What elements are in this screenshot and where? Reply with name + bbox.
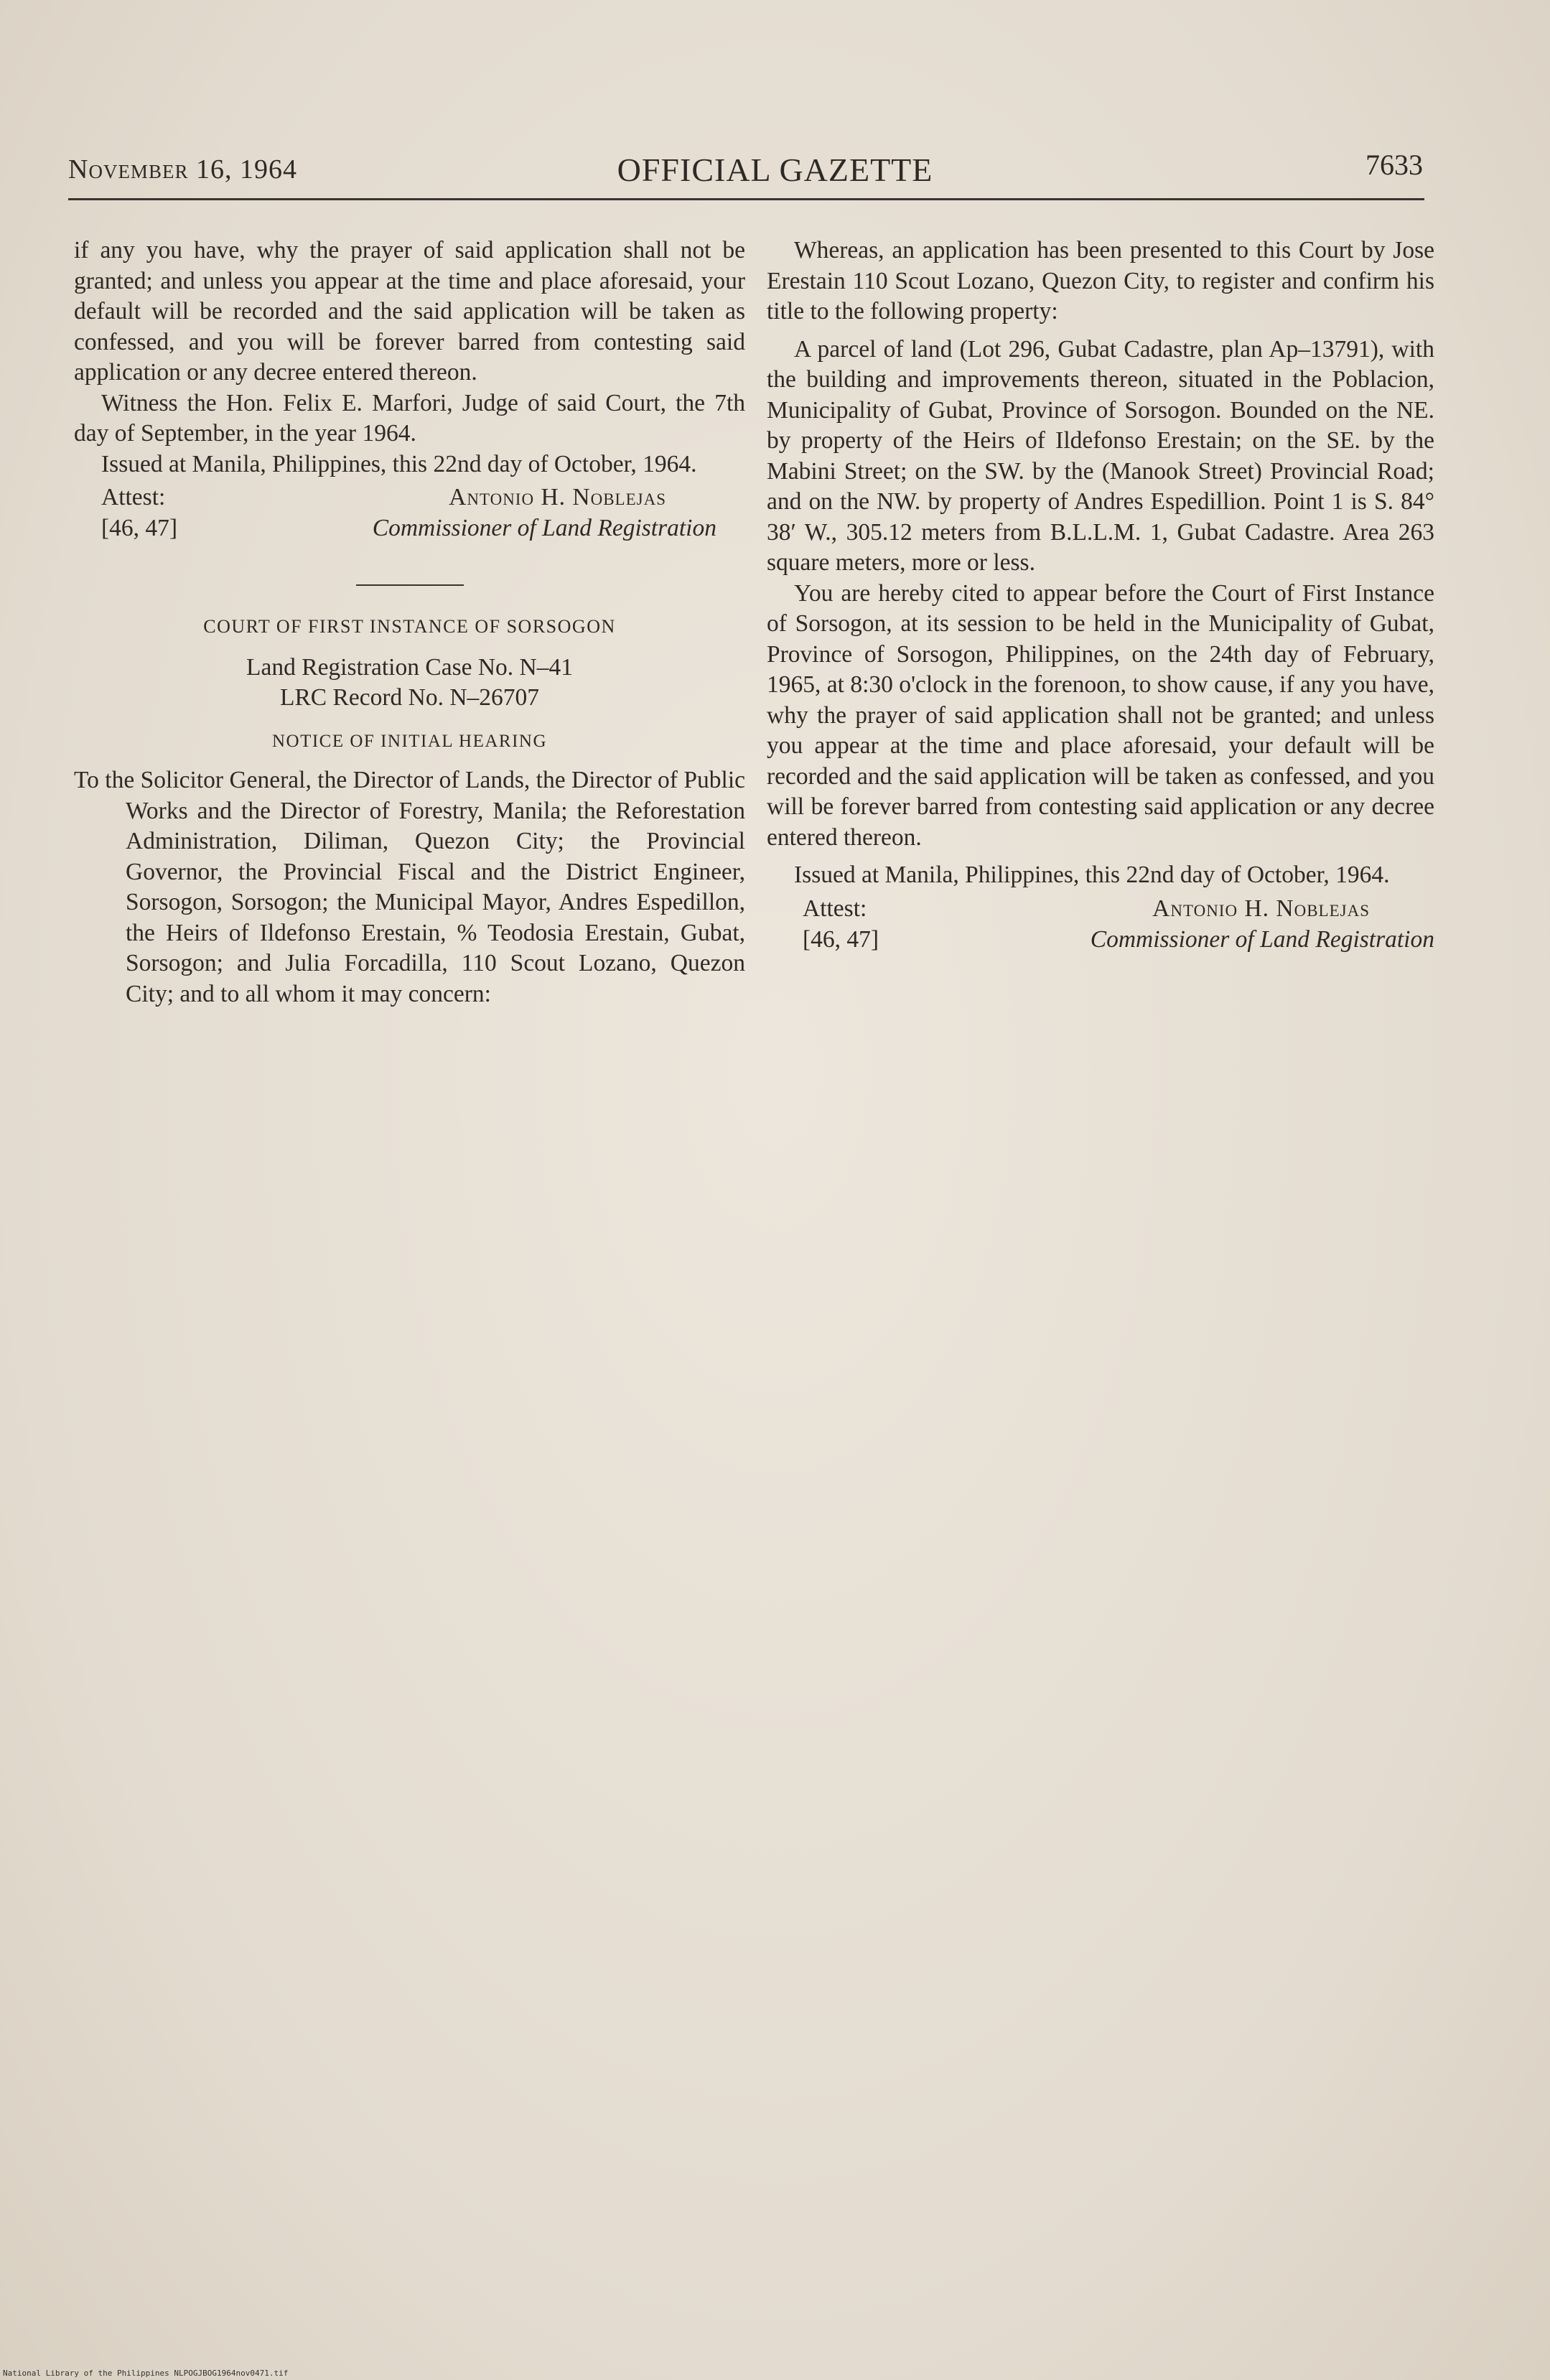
header-title: OFFICIAL GAZETTE bbox=[617, 151, 933, 188]
record-number: LRC Record No. N–26707 bbox=[279, 684, 540, 711]
header-rule bbox=[68, 198, 1424, 200]
court-heading: COURT OF FIRST INSTANCE OF SORSOGON bbox=[203, 616, 616, 637]
section-divider bbox=[356, 584, 464, 586]
left-paragraph-1: if any you have, why the prayer of said application shall not be granted; and unless you appear at the time and place aforesaid, your default will be recorded and the said application will be taken as confessed, and you will be forever barred from contesting said application or any decree entered thereon. bbox=[74, 237, 745, 386]
addressees-paragraph: To the Solicitor General, the Director of Lands, the Director of Public Works and the Director of Forestry, Manila; the Reforestation Administration, Diliman, Quezon City; the Provincial Governor, the Provincial Fiscal and the District Engineer, Sorsogon, Sorsogon; the Municipal Mayor, Andres Espedillon, the Heirs of Ildefonso Erestain, % Teodosia Erestain, Gubat, Sorsogon; and Julia Forcadilla, 110 Scout Lozano, Quezon City; and to all whom it may concern: bbox=[74, 767, 745, 1007]
left-attest-block bbox=[74, 482, 745, 544]
right-paragraph-issued: Issued at Manila, Philippines, this 22nd day of October, 1964. bbox=[794, 862, 1390, 888]
scan-footer-note: National Library of the Philippines NLPOGJBOG1964nov0471.tif bbox=[3, 2369, 289, 2378]
attest-reference: [46, 47] bbox=[101, 515, 178, 541]
attest-signatory-title: Commissioner of Land Registration bbox=[1090, 925, 1434, 953]
attest-label: Attest: bbox=[101, 484, 166, 510]
attest-signatory-name: Antonio H. Noblejas bbox=[1152, 895, 1370, 922]
notice-heading: NOTICE OF INITIAL HEARING bbox=[271, 731, 548, 751]
attest-reference: [46, 47] bbox=[803, 925, 879, 953]
right-attest-block bbox=[767, 894, 1434, 956]
header-date: November 16, 1964 bbox=[68, 154, 297, 185]
right-paragraph-parcel: A parcel of land (Lot 296, Gubat Cadastre, plan Ap–13791), with the building and improvements thereon, situated in the Poblacion, Municipality of Gubat, Province of Sorsogon. Bounded on the NE. by property of the Heirs of Ildefonso Erestain; on the SE. by the Mabini Street; on the SW. by the (Manook Street) Provincial Road; and on the NW. by property of Andres Espedillion. Point 1 is S. 84° 38′ W., 305.12 meters from B.L.L.M. 1, Gubat Cadastre. Area 263 square meters, more or less. bbox=[767, 335, 1434, 576]
attest-label: Attest: bbox=[803, 895, 867, 922]
page-number: 7633 bbox=[1365, 149, 1423, 181]
attest-signatory-name: Antonio H. Noblejas bbox=[449, 484, 666, 510]
right-paragraph-whereas: Whereas, an application has been presented to this Court by Jose Erestain 110 Scout Lozano, Quezon City, to register and confirm his title to the following property: bbox=[767, 237, 1434, 325]
attest-signatory-title: Commissioner of Land Registration bbox=[372, 515, 716, 541]
left-paragraph-witness: Witness the Hon. Felix E. Marfori, Judge of said Court, the 7th day of September, in the year 1964. bbox=[74, 389, 745, 447]
right-column bbox=[767, 235, 1434, 956]
left-column bbox=[74, 235, 745, 1009]
left-paragraph-issued: Issued at Manila, Philippines, this 22nd day of October, 1964. bbox=[101, 450, 697, 477]
case-number: Land Registration Case No. N–41 bbox=[246, 653, 573, 681]
right-paragraph-citation: You are hereby cited to appear before the Court of First Instance of Sorsogon, at its session to be held in the Municipality of Gubat, Province of Sorsogon, Philippines, on the 24th day of February, 1965, at 8:30 o'clock in the forenoon, to show cause, if any you have, why the prayer of said application shall not be granted; and unless you appear at the time and place aforesaid, your default will be recorded and the said application will be taken as confessed, and you will be forever barred from contesting said application or any decree entered thereon. bbox=[767, 579, 1434, 851]
